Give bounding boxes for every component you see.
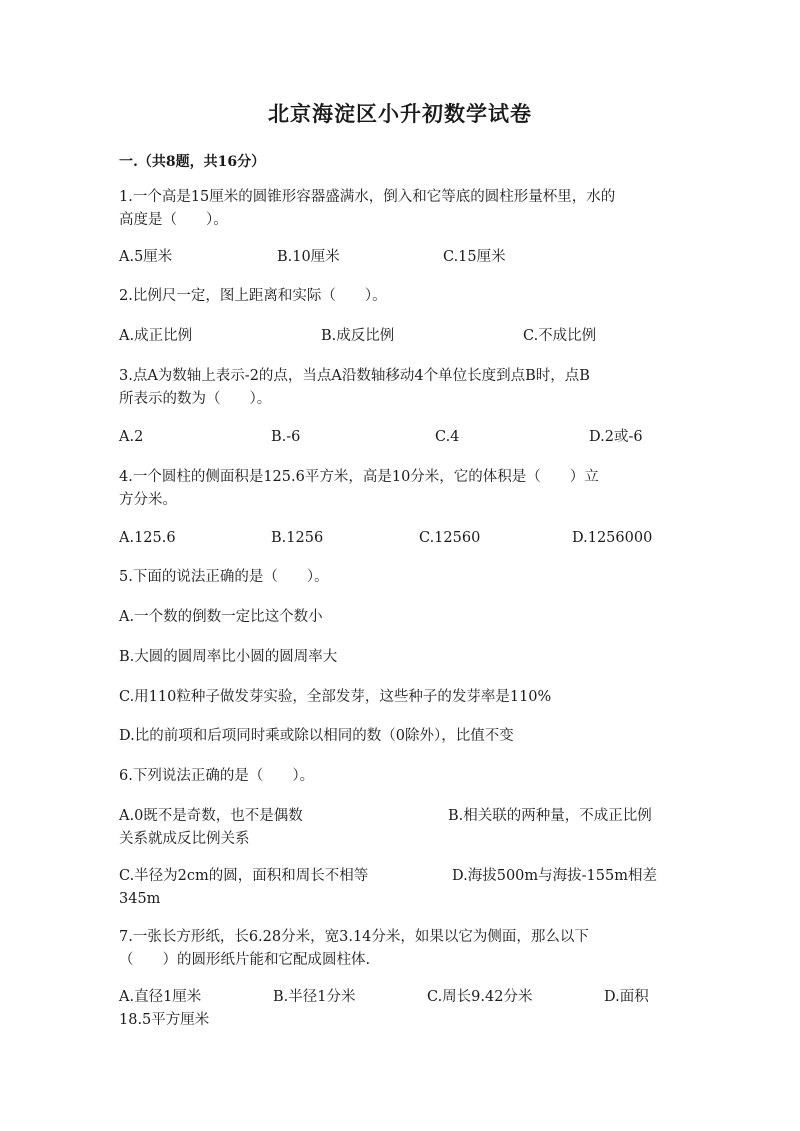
question-4-stem-line1: 4.一个圆柱的侧面积是125.6平方米，高是10分米，它的体积是（ ）立 xyxy=(119,469,599,485)
option-b[interactable]: B.半径1分米 xyxy=(273,989,356,1005)
option-a[interactable]: A.一个数的倒数一定比这个数小 xyxy=(119,609,323,625)
exam-title: 北京海淀区小升初数学试卷 xyxy=(268,101,532,126)
question-7-options xyxy=(119,986,689,1032)
option-d[interactable]: D.海拔500m与海拔-155m相差 xyxy=(452,868,657,884)
option-b[interactable]: B.大圆的圆周率比小圆的圆周率大 xyxy=(119,649,338,665)
option-b[interactable]: B.1256 xyxy=(271,530,324,546)
question-3-stem-line1: 3.点A为数轴上表示-2的点，当点A沿数轴移动4个单位长度到点B时，点B xyxy=(119,368,590,384)
option-a[interactable]: A.成正比例 xyxy=(119,328,193,344)
question-7-stem-line2: （ ）的圆形纸片能和它配成圆柱体. xyxy=(119,952,371,968)
option-a[interactable]: A.0既不是奇数，也不是偶数 xyxy=(119,808,303,824)
question-2 xyxy=(119,285,684,308)
option-d[interactable]: D.比的前项和后项同时乘或除以相同的数（0除外），比值不变 xyxy=(119,728,514,744)
question-2-stem: 2.比例尺一定，图上距离和实际（ ）。 xyxy=(119,288,387,304)
option-b-continued: 关系就成反比例关系 xyxy=(119,831,250,847)
section-heading: 一.（共8题，共16分） xyxy=(119,154,266,170)
option-d-continued: 18.5平方厘米 xyxy=(119,1012,210,1028)
question-7 xyxy=(119,926,684,972)
option-a[interactable]: A.5厘米 xyxy=(119,249,173,265)
question-1 xyxy=(119,186,684,232)
option-b[interactable]: B.-6 xyxy=(271,429,301,445)
option-a[interactable]: A.直径1厘米 xyxy=(119,989,202,1005)
option-c[interactable]: C.4 xyxy=(435,429,460,445)
option-b[interactable]: B.成反比例 xyxy=(321,328,395,344)
option-c[interactable]: C.半径为2cm的圆，面积和周长不相等 xyxy=(119,868,369,884)
option-a[interactable]: A.125.6 xyxy=(119,530,176,546)
question-1-stem-line1: 1.一个高是15厘米的圆锥形容器盛满水，倒入和它等底的圆柱形量杯里，水的 xyxy=(119,189,616,205)
question-5-stem: 5.下面的说法正确的是（ ）。 xyxy=(119,569,329,585)
option-c[interactable]: C.用110粒种子做发芽实验，全部发芽，这些种子的发芽率是110% xyxy=(119,689,552,705)
question-6 xyxy=(119,765,684,788)
option-c[interactable]: C.15厘米 xyxy=(443,249,506,265)
question-3-stem-line2: 所表示的数为（ ）。 xyxy=(119,391,272,407)
option-d[interactable]: D.2或-6 xyxy=(589,429,643,445)
option-a[interactable]: A.2 xyxy=(119,429,144,445)
option-c[interactable]: C.周长9.42分米 xyxy=(427,989,533,1005)
question-1-stem-line2: 高度是（ ）。 xyxy=(119,212,228,228)
option-b[interactable]: B.相关联的两种量，不成正比例 xyxy=(448,808,652,824)
question-6-stem: 6.下列说法正确的是（ ）。 xyxy=(119,768,315,784)
option-d[interactable]: D.1256000 xyxy=(572,530,653,546)
option-c[interactable]: C.不成比例 xyxy=(523,328,597,344)
question-7-stem-line1: 7.一张长方形纸，长6.28分米，宽3.14分米，如果以它为侧面，那么以下 xyxy=(119,929,589,945)
question-3 xyxy=(119,365,684,411)
question-4-stem-line2: 方分米。 xyxy=(119,492,177,508)
option-d-continued: 345m xyxy=(119,891,161,907)
option-b[interactable]: B.10厘米 xyxy=(277,249,340,265)
option-d[interactable]: D.面积 xyxy=(604,989,649,1005)
question-4 xyxy=(119,466,684,512)
option-c[interactable]: C.12560 xyxy=(419,530,481,546)
question-5 xyxy=(119,566,684,589)
question-6-options-row1 xyxy=(119,805,689,851)
question-6-options-row2 xyxy=(119,865,689,911)
